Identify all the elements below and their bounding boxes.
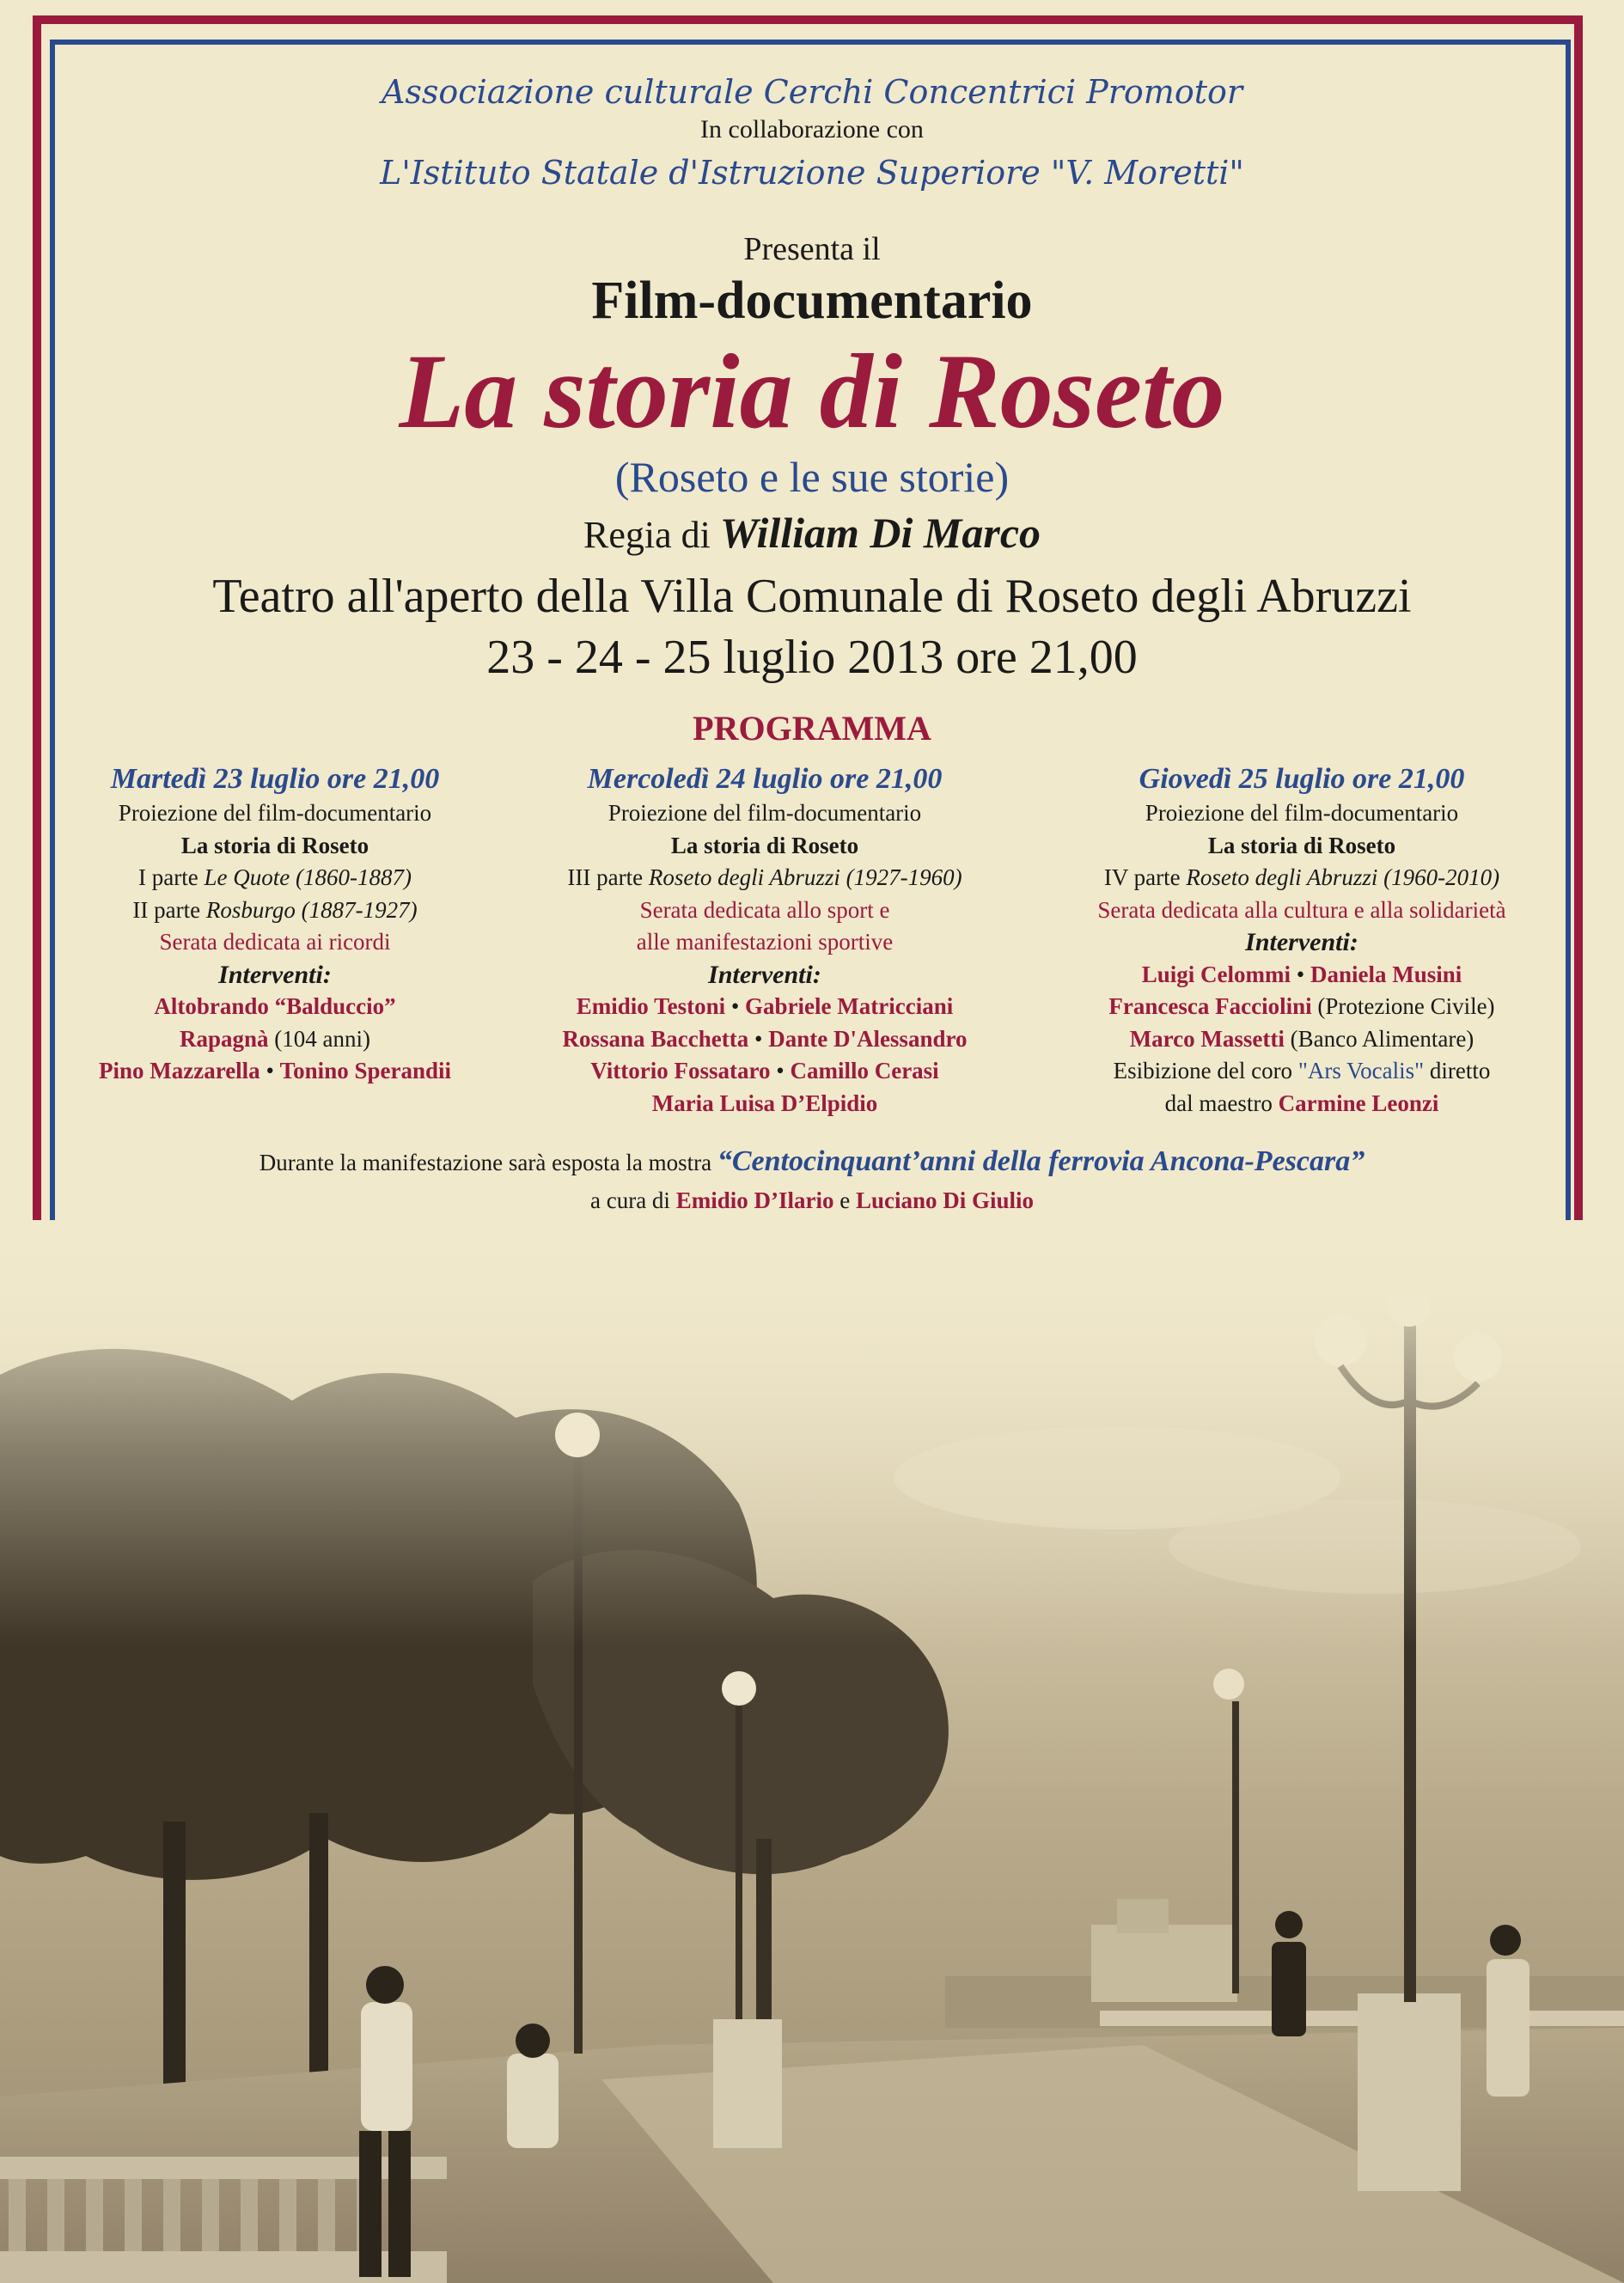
exhibition-line [0,1143,1624,1181]
speaker: Francesca Facciolini [1108,993,1312,1019]
dedication-line: Serata dedicata allo sport e [639,896,890,923]
speaker: Maria Luisa D’Elpidio [651,1090,878,1116]
maestro-pre: dal maestro [1164,1090,1273,1116]
speaker-note: (104 anni) [274,1025,370,1052]
projection-line: Proiezione del film-documentario [1145,800,1459,826]
speaker-line [60,1023,490,1056]
program-heading: PROGRAMMA [693,709,931,748]
presents-line: Presenta il [743,231,881,267]
speaker: Dante D'Alessandro [768,1025,968,1052]
projection-line: Proiezione del film-documentario [607,800,922,826]
collaboration-line: In collaborazione con [700,115,924,143]
choir-line [1040,1055,1564,1088]
association-name: Associazione culturale Cerchi Concentrici Promotor [381,73,1243,111]
speaker: Rossana Bacchetta [562,1025,749,1052]
curator: Emidio D’Ilario [675,1187,834,1213]
dedication-line: Serata dedicata alla cultura e alla solidarietà [1097,896,1506,923]
speaker-line: Emidio Testoni • Gabriele Matricciani [576,993,954,1019]
curator: Luciano Di Giulio [855,1187,1034,1213]
part-line [1040,862,1564,894]
projection-line: Proiezione del film-documentario [118,800,432,826]
exhibition-intro: Durante la manifestazione sarà esposta la mostra [259,1150,712,1175]
film-name: La storia di Roseto [670,832,859,858]
part-title: Le Quote (1860-1887) [204,864,412,890]
event-dates: 23 - 24 - 25 luglio 2013 ore 21,00 [486,631,1138,684]
maestro-line [1040,1088,1564,1120]
part-label: I parte [138,864,198,890]
speaker: Gabriele Matricciani [745,993,954,1019]
interventi-label: Interventi: [1245,928,1358,956]
part-line [490,862,1040,894]
director-name: William Di Marco [719,509,1041,557]
speaker: Pino Mazzarella [98,1058,260,1084]
exhibition-notice [0,1143,1624,1219]
speaker-line: Vittorio Fossataro • Camillo Cerasi [590,1058,939,1084]
venue: Teatro all'aperto della Villa Comunale di Roseto degli Abruzzi [212,570,1412,623]
speaker: Vittorio Fossataro [590,1058,771,1084]
day-heading: Mercoledì 24 luglio ore 21,00 [587,763,943,795]
choir-post: diretto [1429,1058,1491,1084]
speaker-note: (Banco Alimentare) [1290,1025,1474,1052]
speaker: Emidio Testoni [576,993,726,1019]
program-day-3 [1040,761,1564,1120]
interventi-label: Interventi: [708,960,821,989]
dedication-line: alle manifestazioni sportive [636,929,894,955]
part-line [60,862,490,894]
part-label: IV parte [1103,864,1181,890]
maestro-name: Carmine Leonzi [1278,1090,1439,1116]
speaker-line: Luigi Celommi • Daniela Musini [1141,961,1462,987]
vintage-promenade-photo [0,1220,1624,2283]
speaker-note: (Protezione Civile) [1317,993,1495,1019]
day-heading: Martedì 23 luglio ore 21,00 [110,763,440,795]
film-title: La storia di Roseto [399,333,1225,450]
part-line [60,894,490,927]
choir-pre: Esibizione del coro [1113,1058,1293,1084]
film-subtitle: (Roseto e le sue storie) [614,453,1010,501]
speaker-line [1040,1023,1564,1056]
part-label: III parte [567,864,644,890]
speaker-line [1040,991,1564,1023]
part-title: Rosburgo (1887-1927) [205,896,418,923]
curated-by-label: a cura di [589,1187,670,1213]
speaker: Marco Massetti [1129,1025,1285,1052]
curators-line [0,1181,1624,1219]
institute-name: L'Istituto Statale d'Istruzione Superiore "V. Moretti" [380,154,1244,192]
program-day-1 [60,761,490,1120]
exhibition-title: “Centocinquant’anni della ferrovia Ancona-Pescara” [717,1145,1365,1177]
film-type: Film-documentario [591,272,1033,330]
part-title: Roseto degli Abruzzi (1960-2010) [1186,864,1500,890]
speaker: Camillo Cerasi [790,1058,939,1084]
poster-header [0,70,1624,750]
speaker: Altobrando “Balduccio” [154,993,396,1019]
speaker: Tonino Sperandii [279,1058,451,1084]
interventi-label: Interventi: [218,960,332,989]
part-title: Roseto degli Abruzzi (1927-1960) [648,864,962,890]
speaker: Luigi Celommi [1141,961,1291,987]
program-day-2 [490,761,1040,1120]
program-columns [60,761,1564,1120]
speaker: Rapagnà [180,1025,269,1052]
speaker-line: Pino Mazzarella • Tonino Sperandii [98,1058,451,1084]
conjunction: e [839,1187,851,1213]
dedication-line: Serata dedicata ai ricordi [159,929,391,955]
film-name: La storia di Roseto [1207,832,1396,858]
day-heading: Giovedì 25 luglio ore 21,00 [1139,763,1465,795]
director-line [0,502,1624,566]
speaker: Daniela Musini [1310,961,1462,987]
choir-name: "Ars Vocalis" [1297,1058,1425,1084]
part-label: II parte [132,896,201,923]
film-name: La storia di Roseto [180,832,369,858]
regia-label: Regia di [583,514,711,556]
speaker-line: Rossana Bacchetta • Dante D'Alessandro [562,1025,968,1052]
